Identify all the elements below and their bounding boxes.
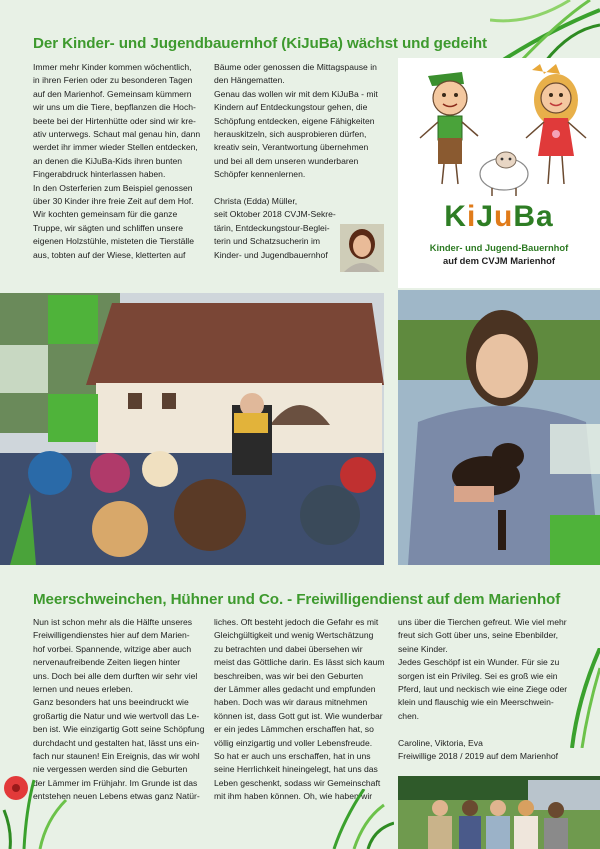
text-line: Leben geschenkt, sodass wir Gemeinschaft [214,777,381,788]
accent-square-green [48,295,98,344]
text-line: der Lämmer im Frühjahr. Im Grunde ist das [33,777,198,788]
author-signature-line: tärin, Entdeckungstour-Beglei- [214,222,330,233]
text-line: kreativ sein, Verantwortung übernehmen [214,142,369,153]
accent-square-light [0,345,48,393]
grass-decoration-bottom-center [324,789,394,849]
text-line: uns. Doch bei alle dem durften wir sehr viel [33,670,198,681]
author-signature-line: Kinder- und Jugendbauernhof [214,249,328,260]
text-line: Schöpfer kennenlernen. [214,169,306,180]
section-heading-kijuba: Der Kinder- und Jugendbauernhof (KiJuBa) wächst und gedeiht [33,35,487,52]
text-line: Fingerabdruck hinterlassen haben. [33,169,166,180]
author-signature-line: Christa (Edda) Müller, [214,196,298,207]
text-line: zu betrachten und dabei übersehen wir [214,643,363,654]
author-portrait-photo [340,224,384,272]
author-signature-line: seit Oktober 2018 CVJM-Sekre- [214,209,336,220]
text-line: Gleichgültigkeit und wenig Wertschätzung [214,630,374,641]
text-line: Ganz besonders hat uns beeindruckt wie [33,697,189,708]
grass-decoration-right [568,648,600,748]
text-line: nervenaufreibende Zeiten liegen hinter [33,657,181,668]
text-line: beete bei der Hirtenhütte oder sind wir kre- [33,115,196,126]
text-line: seine Kinder. [398,643,448,654]
article-column-3 [398,616,578,763]
text-line: klein und flauschig wie ein Meerschwein- [398,697,554,708]
volunteers-group-photo [398,776,600,849]
text-line: in ihren Ferien oder zu besonderen Tagen [33,75,193,86]
text-line: lernen und neues erleben. [33,684,133,695]
kijuba-wordmark [398,200,600,234]
text-line: Freiwilligendienstes hier auf dem Marien- [33,630,190,641]
text-line: über 30 Kinder ihre freie Zeit auf dem Hof. [33,196,194,207]
text-line: großartig die Natur und wie wertvoll das Le- [33,710,200,721]
kijuba-subtitle-line-1: Kinder- und Jugend-Bauernhof [429,242,569,253]
logo-letter: a [536,200,554,233]
kijuba-subtitle-line-2: auf dem CVJM Marienhof [443,254,555,266]
text-line: an denen die KiJuBa-Kids ihren bunten [33,155,183,166]
logo-letter: K [444,200,467,233]
kijuba-logo-panel [398,58,600,288]
text-line: In den Osterferien zum Beispiel genossen [33,182,193,193]
text-line: Schöpfung entdecken, eigene Fähigkeiten [214,115,375,126]
text-line: er ein jedes Lämmchen erschaffen hat, so [214,724,374,735]
text-line: der Lämmer alles gedacht und empfunden [214,684,376,695]
flower-decoration-bottom-left [0,760,80,849]
accent-square-green [48,394,98,442]
text-line: wir uns um die Tiere, bepflanzen die Hoch- [33,102,196,113]
text-line: Genau das wollen wir mit dem KiJuBa - mit [214,88,378,99]
author-signature-line: Caroline, Viktoria, Eva [398,737,483,748]
logo-letter: B [513,200,536,233]
text-line: liches. Oft besteht jedoch die Gefahr es mit [214,617,379,627]
text-line: den Hängematten. [214,75,285,86]
author-signature-line: terin und Schatzsucherin im [214,236,321,247]
text-line: sorgen ist ein Privileg. Sei es groß wie ein [398,670,558,681]
logo-letter: u [494,200,514,233]
text-line: uns über die Tierchen gefreut. Wie viel mehr [398,617,567,627]
text-line: eigenen Holzstühle, misteten die Tierställe [33,236,194,247]
text-line: hof vorbei. Spannende, witzige aber auch [33,643,192,654]
text-line: Bäume oder genossen die Mittagspause in [214,62,377,72]
text-line: Truppe, wir sägten und schliffen unsere [33,222,184,233]
accent-square-green [550,515,600,565]
text-line: seine Herrlichkeit hineingelegt, hat uns das [214,764,378,775]
logo-letter: i [466,200,477,233]
text-line: Jedes Geschöpf ist ein Wunder. Für sie zu [398,657,560,668]
text-line: entstehen neuen Lebens etwas ganz Natür- [33,791,200,802]
text-line: durchdacht und gestalten hat, lässt uns ein- [33,737,200,748]
text-line: chen. [398,710,420,721]
kijuba-mascot-illustration [406,62,594,198]
grass-decoration-top-right [490,0,600,62]
text-line: ativ unterwegs. Schaut mal genau hin, dann [33,129,201,140]
kijuba-subtitle [398,242,600,267]
text-line: Nun ist schon mehr als die Hälfte unseres [33,617,193,627]
author-signature-line: Freiwillige 2018 / 2019 auf dem Marienhof [398,751,559,762]
text-line: mit ihm haben können. Oh, wie haben wir [214,791,373,802]
text-line: Pferd, laut und neckisch wie eine Ziege oder [398,684,568,695]
text-line: Immer mehr Kinder kommen wöchentlich, [33,62,192,72]
text-line: freut sich Gott über uns, seine Ebenbilder, [398,630,559,641]
text-line: Kindern auf Entdeckungstour gehen, die [214,102,368,113]
article-column-1 [33,61,208,262]
text-line: nie vergessen werden sind die Geburten [33,764,188,775]
logo-letter: J [476,200,494,233]
text-line: auf den Marienhof. Gemeinsam kümmern [33,88,192,99]
text-line: können ist, dass Gott gut ist. Wie wunderbar [214,710,383,721]
text-line: völlig einzigartig und voller Lebensfreude. [214,737,373,748]
section-heading-freiwilligendienst: Meerschweinchen, Hühner und Co. - Freiwilligendienst auf dem Marienhof [33,591,561,608]
text-line: ben ist. Wie einzigartig Gott seine Schöpfung [33,724,205,735]
accent-square-light [550,424,600,474]
article-column-2 [214,616,392,804]
text-line: beschreiben, was wir bei den Geburten [214,670,364,681]
text-line: So hat er auch uns erschaffen, hat in uns [214,751,371,762]
text-line: und bei all dem unseren wunderbaren [214,155,359,166]
text-line: werdet ihr immer wieder Stellen entdecken, [33,142,198,153]
text-line: herauskitzeln, sich ausprobieren dürfen, [214,129,367,140]
text-line: haben. Doch was wir daraus mitnehmen [214,697,368,708]
text-line: meist das Göttliche darin. Es lässt sich kaum [214,657,385,668]
text-line: fach nur staunen! Ein Ereignis, das wir wohl [33,751,200,762]
text-line: aus, tobten auf der Wiese, kletterten auf [33,249,186,260]
text-line: Wir kochten gemeinsam für die ganze [33,209,178,220]
